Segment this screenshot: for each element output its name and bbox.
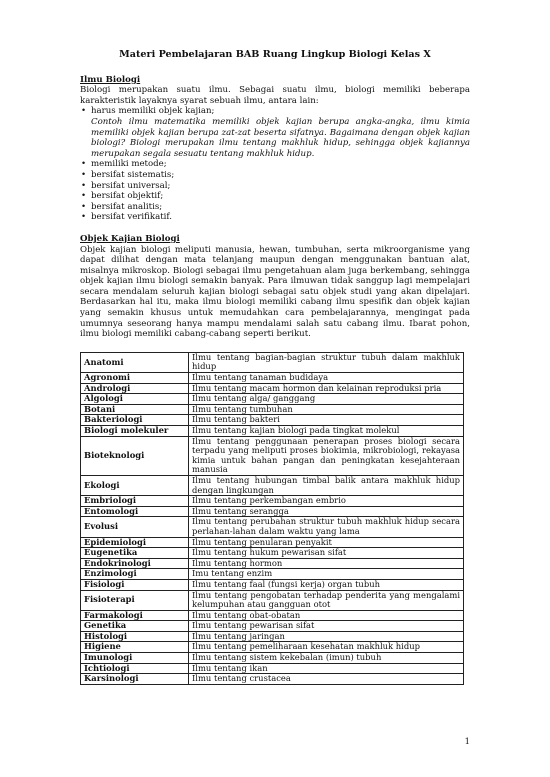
branch-description: Ilmu tentang tumbuhan xyxy=(189,404,464,415)
branch-description: Ilmu tentang jaringan xyxy=(189,631,464,642)
intro-paragraph: Biologi merupakan suatu ilmu. Sebagai suatu ilmu, biologi memiliki beberapa karakteristik layaknya syarat sebuah ilmu, antara lain: xyxy=(80,85,470,106)
branch-description: Ilmu tentang penggunaan penerapan proses biologi secara terpadu yang meliputi proses biokimia, mikrobiologi, rekayasa kimia untuk bahan pangan dan peningkatan kesejahteraan manusia xyxy=(189,436,464,475)
list-item: • harus memiliki objek kajian; xyxy=(80,106,470,117)
branch-description: Ilmu tentang penularan penyakit xyxy=(189,537,464,548)
table-row xyxy=(81,436,464,475)
branch-term: Fisioterapi xyxy=(81,590,189,610)
table-row xyxy=(81,506,464,517)
branch-description: Ilmu tentang pemeliharaan kesehatan makhluk hidup xyxy=(189,642,464,653)
document-title: Materi Pembelajaran BAB Ruang Lingkup Biologi Kelas X xyxy=(119,49,431,60)
table-row xyxy=(81,674,464,685)
table-row xyxy=(81,631,464,642)
branch-term: Histologi xyxy=(81,631,189,642)
branch-description: Ilmu tentang hormon xyxy=(189,558,464,569)
table-row xyxy=(81,642,464,653)
branch-description: Ilmu tentang ikan xyxy=(189,663,464,674)
table-row xyxy=(81,590,464,610)
list-item: • bersifat objektif; xyxy=(80,191,470,202)
branch-term: Bakteriologi xyxy=(81,415,189,426)
table-row xyxy=(81,426,464,437)
branch-term: Anatomi xyxy=(81,352,189,372)
branch-description: Ilmu tentang tanaman budidaya xyxy=(189,373,464,384)
branch-description: Ilmu tentang serangga xyxy=(189,506,464,517)
table-row xyxy=(81,394,464,405)
branch-description: Ilmu tentang perkembangan embrio xyxy=(189,496,464,507)
branch-description: Ilmu tentang obat-obatan xyxy=(189,610,464,621)
table-row xyxy=(81,383,464,394)
table-row xyxy=(81,579,464,590)
branch-term: Eugenetika xyxy=(81,548,189,559)
document-page xyxy=(80,50,470,685)
branch-term: Ekologi xyxy=(81,475,189,495)
branch-term: Farmakologi xyxy=(81,610,189,621)
table-row xyxy=(81,558,464,569)
branch-term: Algologi xyxy=(81,394,189,405)
branch-term: Higiene xyxy=(81,642,189,653)
table-row xyxy=(81,517,464,537)
branch-term: Biologi molekuler xyxy=(81,426,189,437)
list-item: • bersifat sistematis; xyxy=(80,170,470,181)
table-row xyxy=(81,404,464,415)
branch-term: Agronomi xyxy=(81,373,189,384)
list-item: • bersifat verifikatif. xyxy=(80,212,470,223)
branch-description: Ilmu tentang kajian biologi pada tingkat molekul xyxy=(189,426,464,437)
list-item: • bersifat analitis; xyxy=(80,202,470,213)
branch-term: Bioteknologi xyxy=(81,436,189,475)
branch-description: Ilmu tentang bagian-bagian struktur tubuh dalam makhluk hidup xyxy=(189,352,464,372)
branch-term: Genetika xyxy=(81,621,189,632)
branch-term: Ichtiologi xyxy=(81,663,189,674)
table-row xyxy=(81,352,464,372)
table-row xyxy=(81,663,464,674)
branch-description: Ilmu tentang pengobatan terhadap penderita yang mengalami kelumpuhan atau gangguan otot xyxy=(189,590,464,610)
page-number: 1 xyxy=(464,736,470,746)
branch-term: Entomologi xyxy=(81,506,189,517)
branch-term: Enzimologi xyxy=(81,569,189,580)
table-row xyxy=(81,610,464,621)
section-heading: Objek Kajian Biologi xyxy=(80,233,180,244)
section-objek-kajian xyxy=(80,234,470,340)
characteristics-list xyxy=(80,106,470,117)
table-row xyxy=(81,548,464,559)
list-item: • memiliki metode; xyxy=(80,159,470,170)
branch-term: Botani xyxy=(81,404,189,415)
objek-paragraph: Objek kajian biologi meliputi manusia, hewan, tumbuhan, serta mikroorganisme yang dapat dilihat dengan mata telanjang maupun dengan menggunakan bantuan alat, misalnya mikroskop. Biologi sebagai ilmu pengetahuan alam juga berkembang, sehingga objek kajian ilmu biologi semakin banyak. Para ilmuwan tidak sanggup lagi mempelajari secara mendalam seluruh kajian biologi sebagai satu objek studi yang akan dipelajari. Berdasarkan hal itu, maka ilmu biologi memiliki cabang ilmu spesifik dan objek kajian yang semakin khusus untuk memudahkan cara pembelajarannya, mengingat pada umumnya seseorang hanya mampu mendalami salah satu cabang ilmu. Ibarat pohon, ilmu biologi memiliki cabang-cabang seperti berikut. xyxy=(80,244,470,340)
branch-term: Epidemiologi xyxy=(81,537,189,548)
branch-term: Imunologi xyxy=(81,653,189,664)
branch-description: Ilmu tentang alga/ ganggang xyxy=(189,394,464,405)
branch-term: Fisiologi xyxy=(81,579,189,590)
branch-term: Andrologi xyxy=(81,383,189,394)
table-row xyxy=(81,373,464,384)
branch-description: Ilmu tentang perubahan struktur tubuh makhluk hidup secara perlahan-lahan dalam waktu yang lama xyxy=(189,517,464,537)
table-row xyxy=(81,415,464,426)
branch-description: Ilmu tentang macam hormon dan kelainan reproduksi pria xyxy=(189,383,464,394)
table-row xyxy=(81,537,464,548)
characteristics-list-continued xyxy=(80,159,470,223)
list-item: • bersifat universal; xyxy=(80,181,470,192)
branch-description: Ilmu tentang faal (fungsi kerja) organ tubuh xyxy=(189,579,464,590)
branches-table xyxy=(80,352,464,685)
branch-description: Ilmu tentang bakteri xyxy=(189,415,464,426)
branch-term: Embriologi xyxy=(81,496,189,507)
branch-term: Endokrinologi xyxy=(81,558,189,569)
section-heading: Ilmu Biologi xyxy=(80,74,141,85)
table-row xyxy=(81,569,464,580)
table-row xyxy=(81,475,464,495)
table-row xyxy=(81,496,464,507)
example-paragraph: Contoh ilmu matematika memiliki objek kajian berupa angka-angka, ilmu kimia memiliki objek kajian berupa zat-zat beserta sifatnya. Bagaimana dengan objek kajian biologi? Biologi merupakan ilmu tentang makhluk hidup, sehingga objek kajiannya merupakan segala sesuatu tentang makhluk hidup. xyxy=(91,116,470,159)
branch-description: Imu tentang enzim xyxy=(189,569,464,580)
branch-description: Ilmu tentang crustacea xyxy=(189,674,464,685)
branch-description: Ilmu tentang sistem kekebalan (imun) tubuh xyxy=(189,653,464,664)
branch-description: Ilmu tentang pewarisan sifat xyxy=(189,621,464,632)
branch-term: Karsinologi xyxy=(81,674,189,685)
branch-term: Evolusi xyxy=(81,517,189,537)
table-row xyxy=(81,653,464,664)
branch-description: Ilmu tentang hubungan timbal balik antara makhluk hidup dengan lingkungan xyxy=(189,475,464,495)
section-ilmu-biologi xyxy=(80,75,470,223)
table-row xyxy=(81,621,464,632)
branch-description: Ilmu tentang hukum pewarisan sifat xyxy=(189,548,464,559)
